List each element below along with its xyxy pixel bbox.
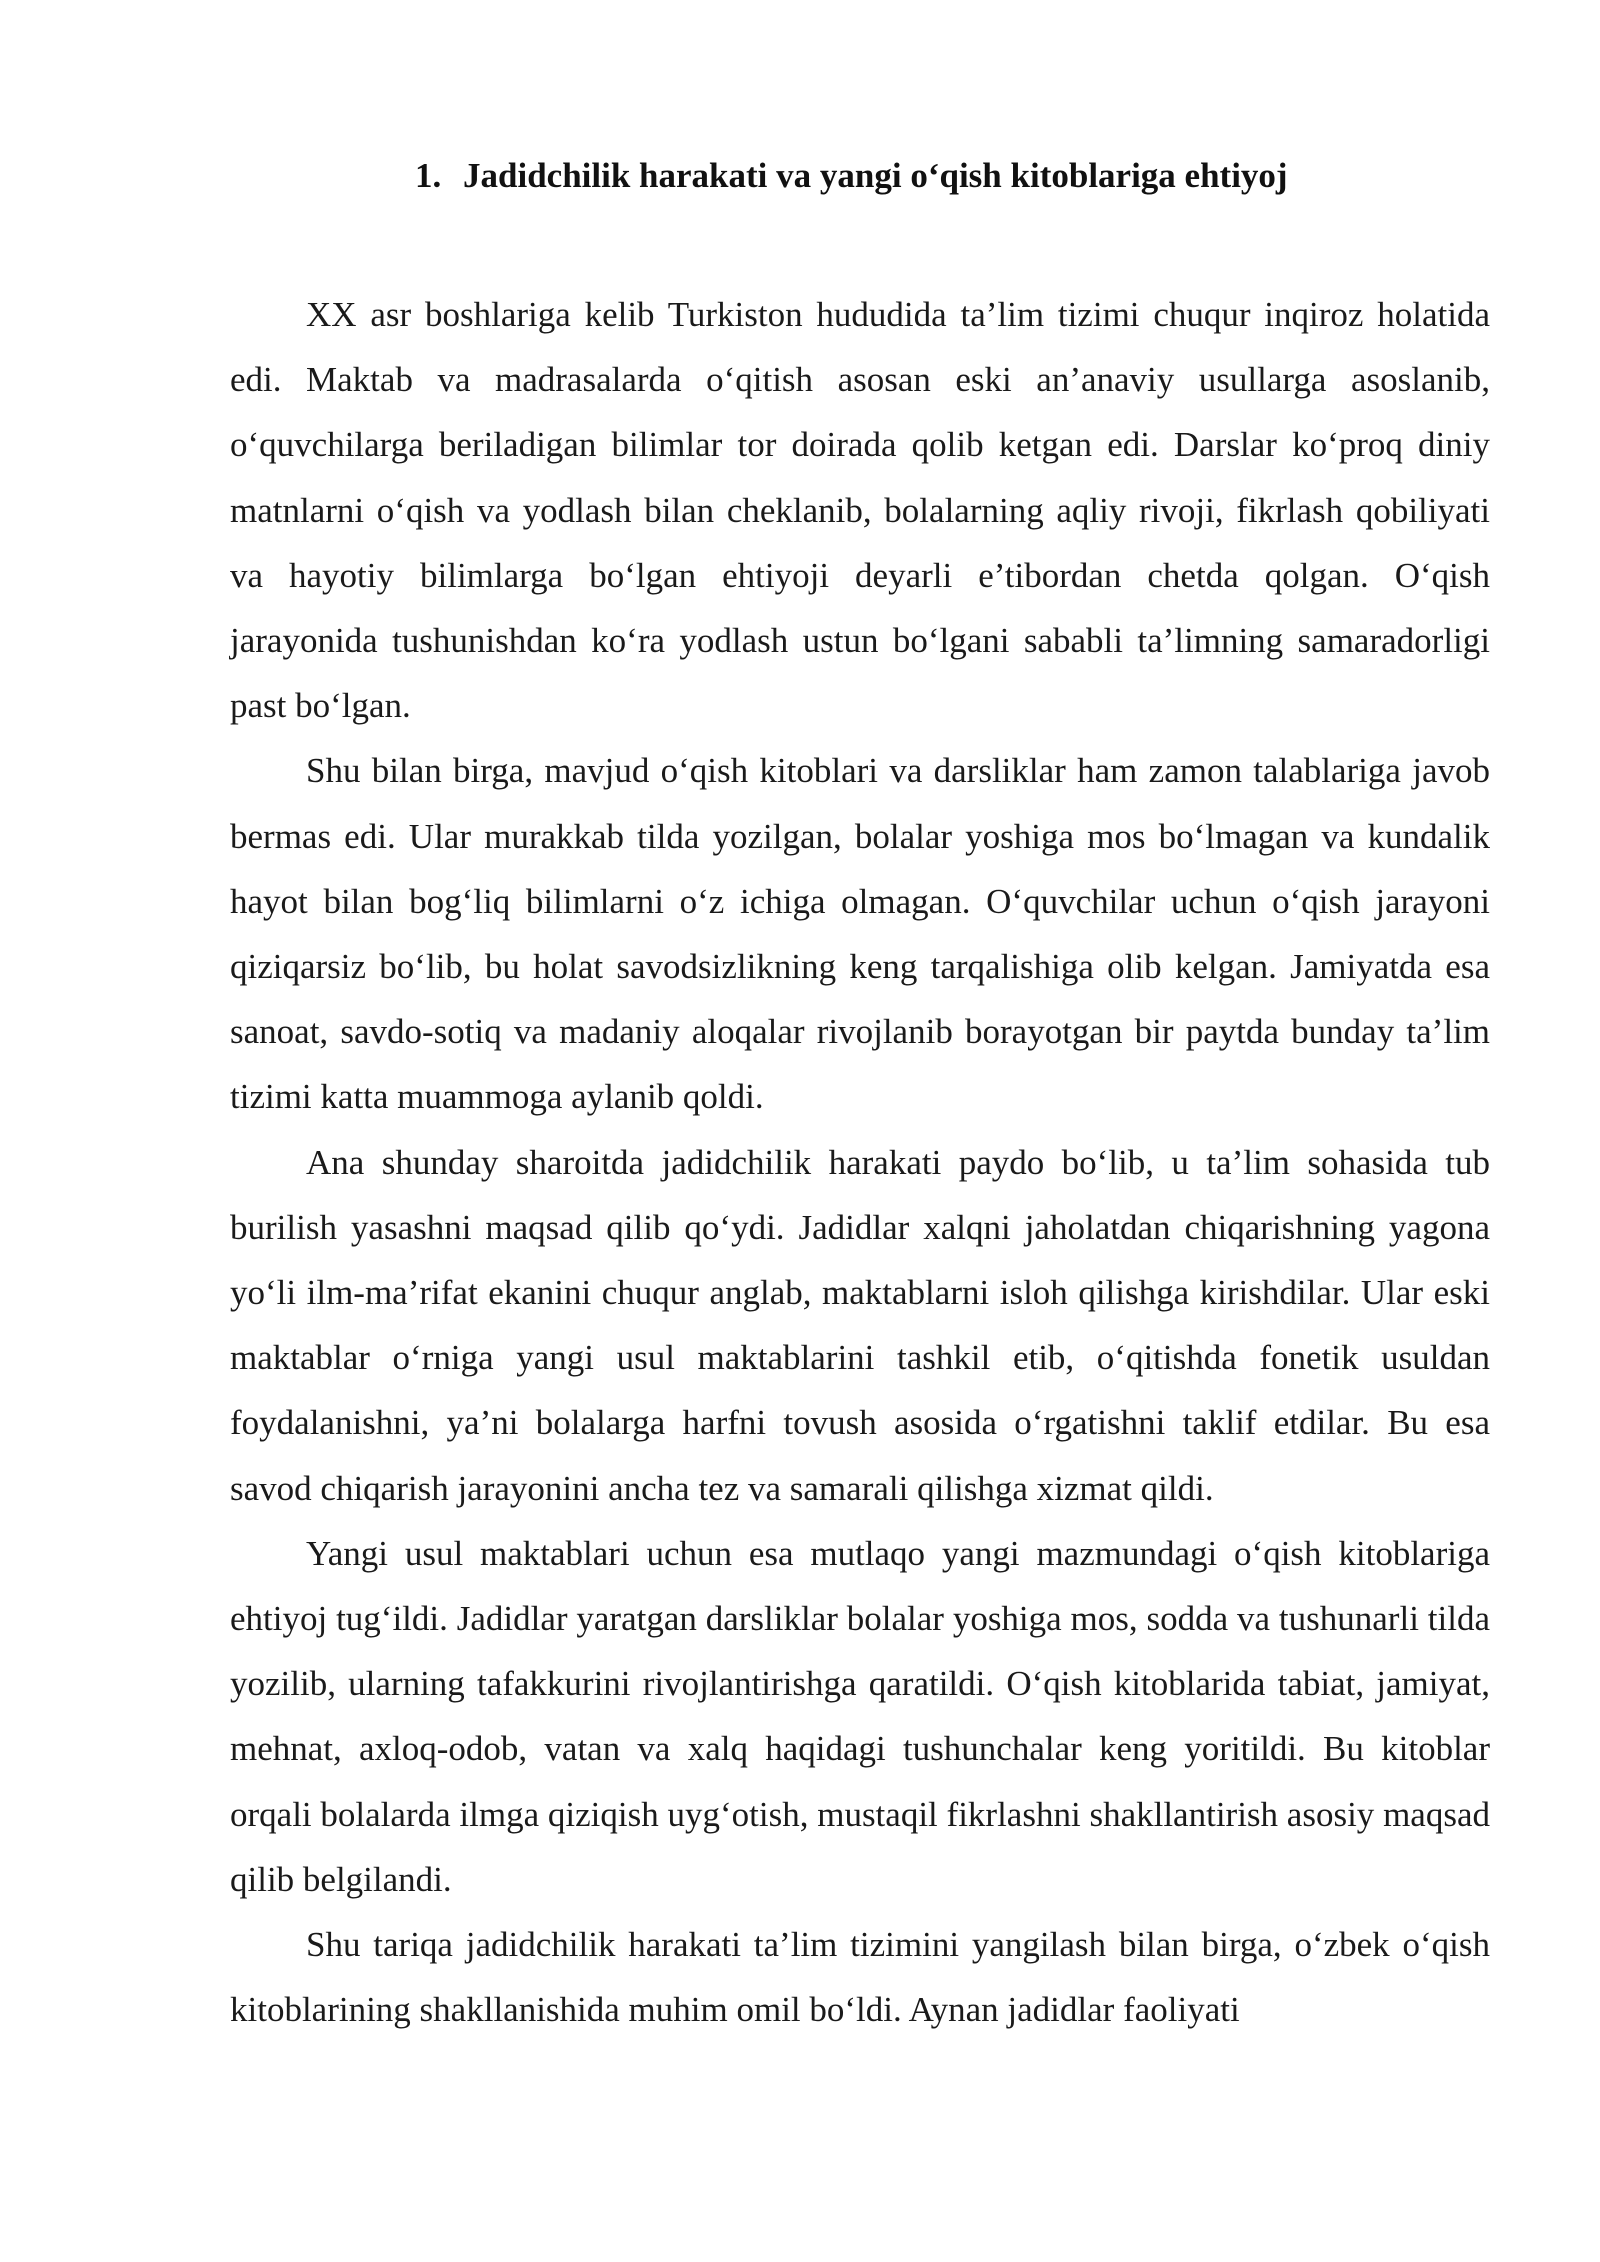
section-heading [230, 152, 1490, 200]
section-title: Jadidchilik harakati va yangi o‘qish kitoblariga ehtiyoj [463, 156, 1288, 195]
paragraph: Yangi usul maktablari uchun esa mutlaqo yangi mazmundagi o‘qish kitoblariga ehtiyoj tug‘ildi. Jadidlar yaratgan darsliklar bolalar yoshiga mos, sodda va tushunarli tilda yozilib, ularning tafakkurini rivojlantirishga qaratildi. O‘qish kitoblarida tabiat, jamiyat, mehnat, axloq-odob, vatan va xalq haqidagi tushunchalar keng yoritildi. Bu kitoblar orqali bolalarda ilmga qiziqish uyg‘otish, mustaqil fikrlashni shakllantirish asosiy maqsad qilib belgilandi. [230, 1533, 1490, 1899]
paragraph: Shu bilan birga, mavjud o‘qish kitoblari va darsliklar ham zamon talablariga javob bermas edi. Ular murakkab tilda yozilgan, bolalar yoshiga mos bo‘lmagan va kundalik hayot bilan bog‘liq bilimlarni o‘z ichiga olmagan. O‘quvchilar uchun o‘qish jarayoni qiziqarsiz bo‘lib, bu holat savodsizlikning keng tarqalishiga olib kelgan. Jamiyatda esa sanoat, savdo-sotiq va madaniy aloqalar rivojlanib borayotgan bir paytda bunday ta’lim tizimi katta muammoga aylanib qoldi. [230, 751, 1490, 1117]
section-number: 1. [415, 156, 442, 195]
paragraph: Ana shunday sharoitda jadidchilik harakati paydo bo‘lib, u ta’lim sohasida tub burilish yasashni maqsad qilib qo‘ydi. Jadidlar xalqni jaholatdan chiqarishning yagona yo‘li ilm-ma’rifat ekanini chuqur anglab, maktablarni isloh qilishga kirishdilar. Ular eski maktablar o‘rniga yangi usul maktablarini tashkil etib, o‘qitishda fonetik usuldan foydalanishni, ya’ni bolalarga harfni tovush asosida o‘rgatishni taklif etdilar. Bu esa savod chiqarish jarayonini ancha tez va samarali qilishga xizmat qildi. [230, 1142, 1490, 1508]
paragraph: XX asr boshlariga kelib Turkiston hududida ta’lim tizimi chuqur inqiroz holatida edi. Maktab va madrasalarda o‘qitish asosan eski an’anaviy usullarga asoslanib, o‘quvchilarga beriladigan bilimlar tor doirada qolib ketgan edi. Darslar ko‘proq diniy matnlarni o‘qish va yodlash bilan cheklanib, bolalarning aqliy rivoji, fikrlash qobiliyati va hayotiy bilimlarga bo‘lgan ehtiyoji deyarli e’tibordan chetda qolgan. O‘qish jarayonida tushunishdan ko‘ra yodlash ustun bo‘lgani sababli ta’limning samaradorligi past bo‘lgan. [230, 295, 1490, 726]
body-text [230, 282, 1490, 2042]
paragraph: Shu tariqa jadidchilik harakati ta’lim tizimini yangilash bilan birga, o‘zbek o‘qish kitoblarining shakllanishida muhim omil bo‘ldi. Aynan jadidlar faoliyati [230, 1925, 1490, 2030]
